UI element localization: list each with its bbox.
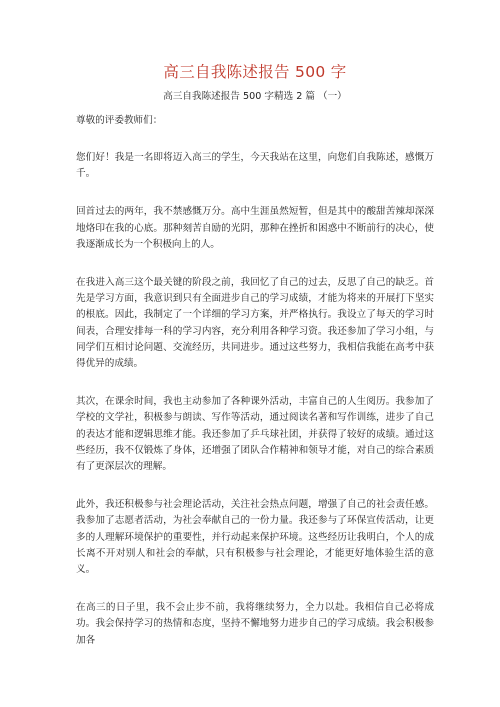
paragraph: 此外，我还积极参与社会理论活动，关注社会热点问题，增强了自己的社会责任感。我参加了志愿者活动，为社会奉献自己的一份力量。我还参与了环保宣传活动，让更多的人理解环境保护的重要性，并行动起来保护环境。这些经历让我明白，个人的成长离不开对别人和社会的奉献，只有积极参与社会理论，才能更好地体验生活的意义。 xyxy=(76,499,434,576)
paragraph: 回首过去的两年，我不禁感慨万分。高中生涯虽然短暂，但是其中的酸甜苦辣却深深地烙印在我的心底。那种刻苦自励的光阴，那种在挫折和困惑中不断前行的决心，使我逐渐成长为一个积极向上的人。 xyxy=(76,206,434,250)
document-title: 高三自我陈述报告 500 字 xyxy=(163,63,347,81)
paragraph: 在高三的日子里，我不会止步不前，我将继续努力，全力以赴。我相信自己必将成功。我会保持学习的热情和态度，坚持不懈地努力进步自己的学习成绩。我会积极参加各 xyxy=(76,602,434,646)
paragraph: 其次，在课余时间，我也主动参加了各种课外活动，丰富自己的人生阅历。我参加了学校的文学社，积极参与朗读、写作等活动，通过阅读名著和写作训练，进步了自己的表达才能和逻辑思维才能。我还参加了乒乓球社团，并获得了较好的成绩。通过这些经历，我不仅锻炼了身体，还增强了团队合作精神和领导才能，对自己的综合素质有了更深层次的理解。 xyxy=(76,396,434,473)
paragraph: 在我进入高三这个最关键的阶段之前，我回忆了自己的过去，反思了自己的缺乏。首先是学习方面，我意识到只有全面进步自己的学习成绩，才能为将来的开展打下坚实的根底。因此，我制定了一个详细的学习方案，并严格执行。我设立了每天的学习时间表，合理安排每一科的学习内容，充分利用各种学习资。我还参加了学习小组，与同学们互相讨论问题、交流经历，共同进步。通过这些努力，我相信我能在高考中获得优异的成绩。 xyxy=(76,277,434,370)
salutation: 尊敬的评委教师们： xyxy=(76,115,163,126)
paragraph: 您们好！我是一名即将迈入高三的学生，今天我站在这里，向您们自我陈述，感慨万千。 xyxy=(76,152,434,180)
document-subtitle: 高三自我陈述报告 500 字精选 2 篇 （一） xyxy=(163,91,347,102)
